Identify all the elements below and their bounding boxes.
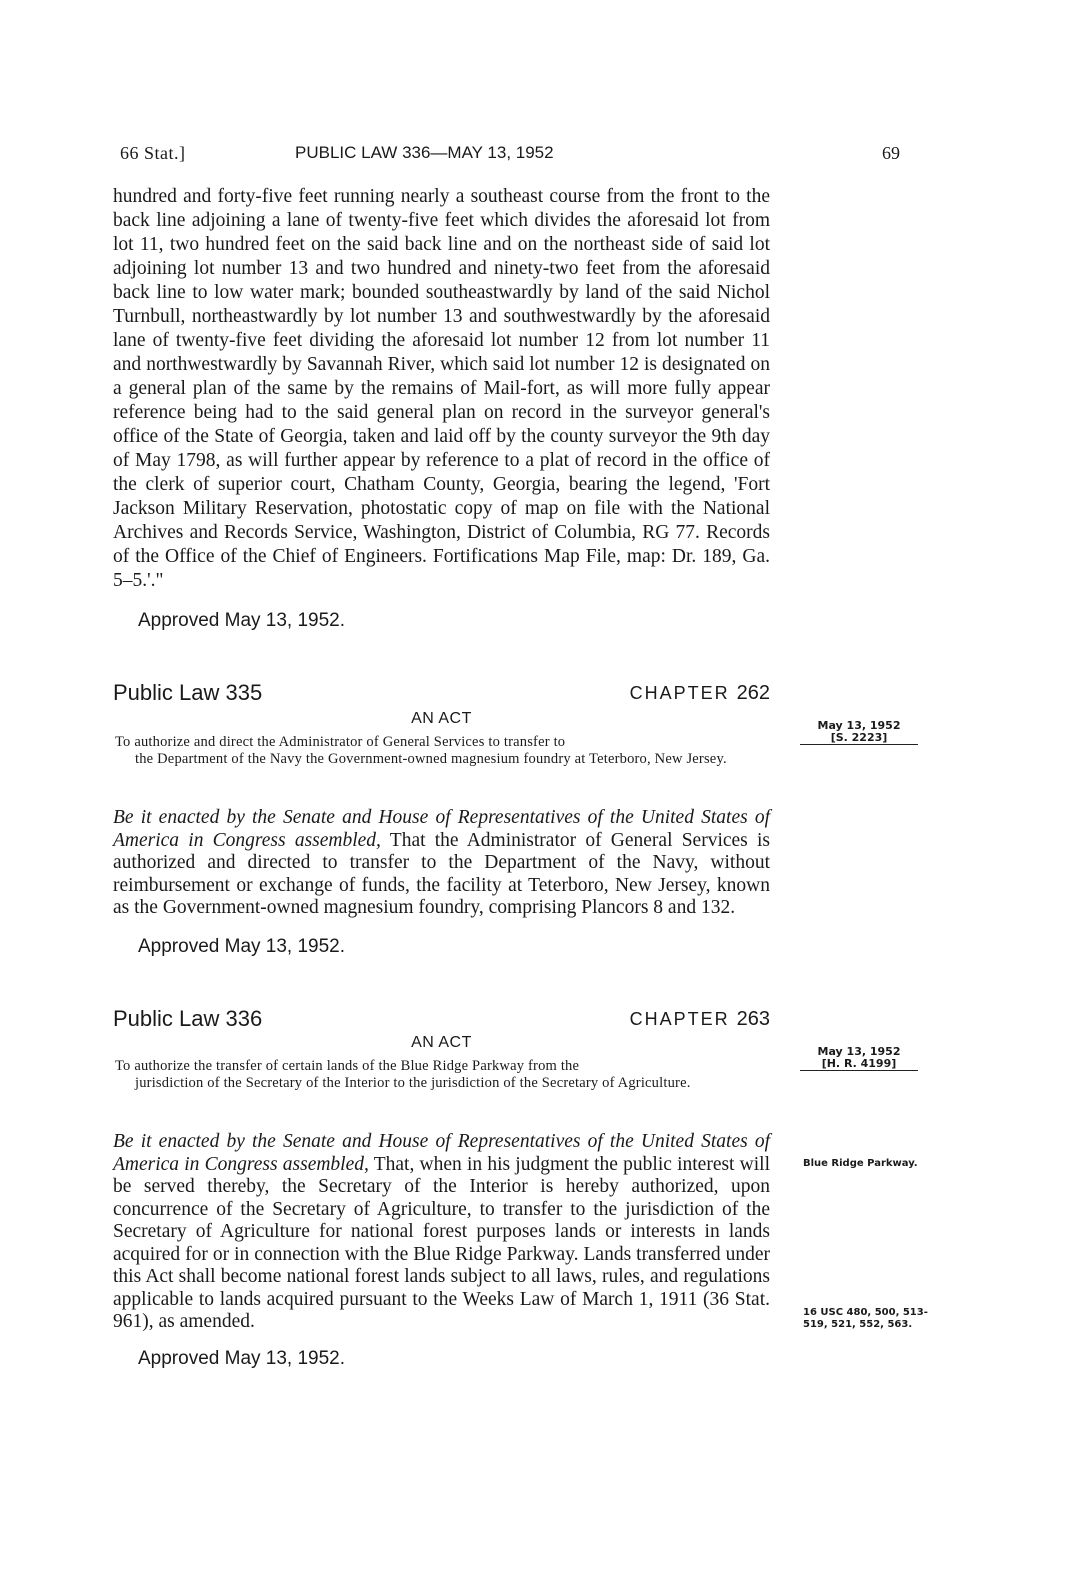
chapter-number: 263 [736,1008,770,1030]
enactment-date: May 13, 1952 [817,1045,901,1058]
bill-number: [S. 2223] [830,731,888,744]
bill-number: [H. R. 4199] [821,1057,897,1070]
margin-note-topic: Blue Ridge Parkway. [803,1158,918,1169]
chapter-number: 262 [736,682,770,704]
approval-line: Approved May 13, 1952. [138,1348,346,1369]
act-label: AN ACT [411,710,472,727]
margin-date-note [800,720,918,745]
purpose-first-line: To authorize the transfer of certain lands of the Blue Ridge Parkway from the [115,1058,580,1074]
enacting-body: That, when in his judgment the public interest will be served thereby, the Secretary of the Interior is hereby authorized, upon concurrence of the Secretary of Agriculture, to transfer to the jurisdiction of the Secretary of Agriculture for national forest purposes lands or interests in lands acquired for or in connection with the Blue Ridge Parkway. Lands transferred under this Act shall become national forest lands subject to all laws, rules, and regulations applicable to lands acquired pursuant to the Weeks Law of March 1, 1911 (36 Stat. 961), as amended. [113,1153,771,1332]
volume-citation: 66 Stat.] [120,143,186,163]
enacting-clause: Be it enacted by the Senate and House of Representatives of the United States of America in Congress assembled, [113,1131,770,1175]
act-purpose [115,734,770,768]
enacting-clause: Be it enacted by the Senate and House of Representatives of the United States of America in Congress assembled, [113,807,770,851]
law-title: Public Law 336 [113,1006,263,1031]
page-number: 69 [882,143,900,163]
chapter-label: CHAPTER [629,1009,730,1029]
chapter-label: CHAPTER [629,683,730,703]
running-header [120,143,900,167]
margin-date-note [800,1046,918,1071]
margin-note-usc: 16 USC 480, 500, 513-519, 521, 552, 563. [803,1307,928,1330]
purpose-first-line: To authorize and direct the Administrator of General Services to transfer to [115,734,566,750]
act-purpose [115,1058,770,1092]
approval-line: Approved May 13, 1952. [138,610,346,631]
chapter-heading [615,1008,770,1031]
chapter-heading [615,682,770,705]
enacting-body: That the Administrator of General Services is authorized and directed to transfer to the Department of the Navy, without reimbursement or exchange of funds, the facility at Teterboro, New Jersey, known as the Government-owned magnesium foundry, comprising Plancors 8 and 132. [113,829,770,918]
law-title: Public Law 335 [113,680,263,705]
enactment-date: May 13, 1952 [817,719,901,732]
running-title: PUBLIC LAW 336—MAY 13, 1952 [295,143,554,162]
approval-line: Approved May 13, 1952. [138,936,346,957]
enacting-paragraph [113,1131,770,1334]
enacting-paragraph [113,807,770,920]
continuation-paragraph: hundred and forty-five feet running nearly a southeast course from the front to the back line adjoining a lane of twenty-five feet which divides the aforesaid lot from lot 11, two hundred feet on the said back line and on the northeast side of said lot adjoining lot number 13 and two hundred and ninety-two feet from the aforesaid back line to low water mark; bounded southeastwardly by land of the said Nichol Turnbull, northeastwardly by lot number 13 and southwestwardly by the aforesaid lane of twenty-five feet dividing the aforesaid lot number 12 from lot number 11 and northwestwardly by Savannah River, which said lot number 12 is designated on a general plan of the same by the remains of Mail-fort, as will more fully appear reference being had to the said general plan on record in the surveyor general's office of the State of Georgia, taken and laid off by the county surveyor the 9th day of May 1798, as will further appear by reference to a plat of record in the office of the clerk of superior court, Chatham County, Georgia, bearing the legend, 'Fort Jackson Military Reservation, photostatic copy of map on file with the National Archives and Records Service, Washington, District of Columbia, RG 77. Records of the Office of the Chief of Engineers. Fortifications Map File, map: Dr. 189, Ga. 5–5.'." [113,186,770,591]
purpose-continuation: the Department of the Navy the Government-owned magnesium foundry at Teterboro, New Jersey. [135,751,727,767]
purpose-continuation: jurisdiction of the Secretary of the Interior to the jurisdiction of the Secretary of Agriculture. [135,1075,691,1091]
act-label: AN ACT [411,1034,472,1051]
